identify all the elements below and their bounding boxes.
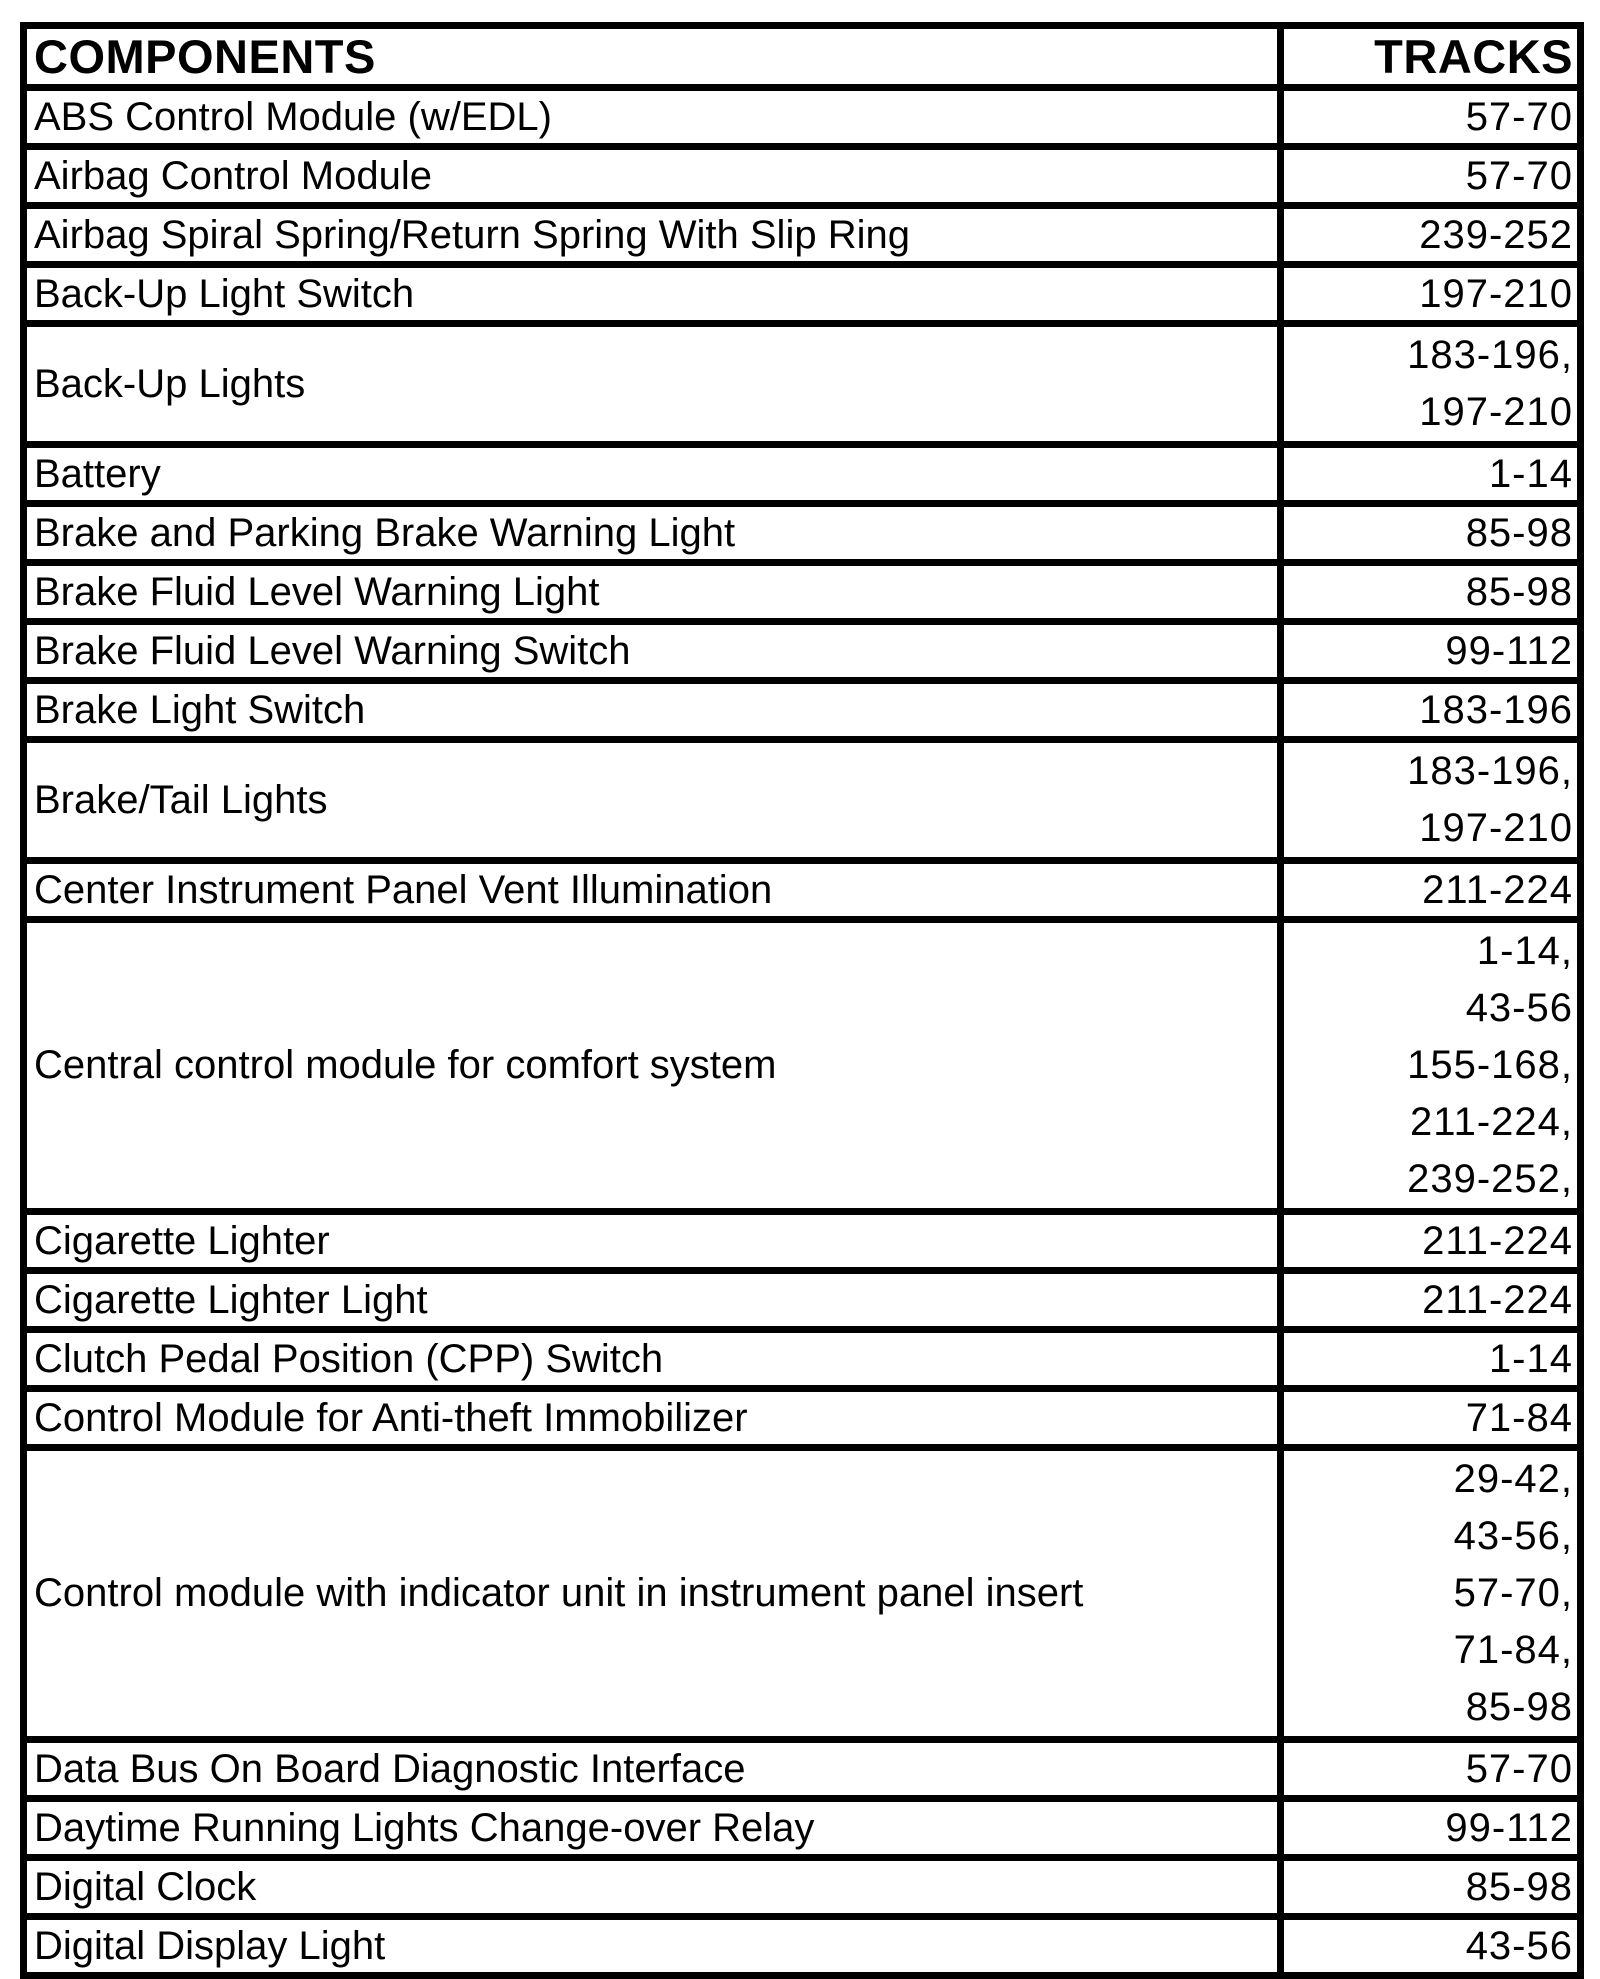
track-range: 183-196, xyxy=(1407,749,1573,793)
component-cell: Brake/Tail Lights xyxy=(24,740,1281,861)
component-cell: Brake and Parking Brake Warning Light xyxy=(24,504,1281,563)
table-row xyxy=(24,563,1581,622)
tracks-cell: 85-98 xyxy=(1281,504,1581,563)
component-cell: Control Module for Anti-theft Immobilizer xyxy=(24,1389,1281,1448)
tracks-cell: 85-98 xyxy=(1281,563,1581,622)
tracks-cell: 211-224 xyxy=(1281,861,1581,920)
component-cell: Control module with indicator unit in instrument panel insert xyxy=(24,1448,1281,1740)
table-row xyxy=(24,1212,1581,1271)
tracks-cell xyxy=(1281,324,1581,445)
component-cell: Center Instrument Panel Vent Illumination xyxy=(24,861,1281,920)
track-range: 155-168, xyxy=(1407,1043,1573,1087)
component-cell: Cigarette Lighter Light xyxy=(24,1271,1281,1330)
component-cell: Digital Display Light xyxy=(24,1917,1281,1976)
table-row xyxy=(24,1858,1581,1917)
tracks-cell: 211-224 xyxy=(1281,1212,1581,1271)
tracks-cell xyxy=(1281,920,1581,1212)
tracks-cell: 239-252 xyxy=(1281,206,1581,265)
document-page xyxy=(20,22,1584,1979)
tracks-cell: 71-84 xyxy=(1281,1389,1581,1448)
table-row xyxy=(24,445,1581,504)
components-column-header: COMPONENTS xyxy=(24,26,1281,88)
table-row xyxy=(24,920,1581,1212)
track-range: 211-224, xyxy=(1410,1100,1573,1144)
tracks-column-header: TRACKS xyxy=(1281,26,1581,88)
table-row xyxy=(24,265,1581,324)
track-range: 43-56, xyxy=(1453,1514,1573,1558)
tracks-cell: 57-70 xyxy=(1281,88,1581,147)
component-cell: Airbag Spiral Spring/Return Spring With Slip Ring xyxy=(24,206,1281,265)
components-tracks-table xyxy=(20,22,1584,1979)
tracks-cell: 99-112 xyxy=(1281,1799,1581,1858)
component-cell: Brake Fluid Level Warning Switch xyxy=(24,622,1281,681)
header-row xyxy=(24,26,1581,88)
component-cell: Back-Up Light Switch xyxy=(24,265,1281,324)
tracks-cell: 43-56 xyxy=(1281,1917,1581,1976)
component-cell: Back-Up Lights xyxy=(24,324,1281,445)
track-range: 183-196, xyxy=(1407,333,1573,377)
tracks-cell: 183-196 xyxy=(1281,681,1581,740)
component-cell: Brake Fluid Level Warning Light xyxy=(24,563,1281,622)
track-range: 57-70, xyxy=(1453,1571,1573,1615)
tracks-cell: 211-224 xyxy=(1281,1271,1581,1330)
tracks-cell: 57-70 xyxy=(1281,1740,1581,1799)
tracks-cell: 197-210 xyxy=(1281,265,1581,324)
table-row xyxy=(24,1740,1581,1799)
table-row xyxy=(24,1799,1581,1858)
component-cell: Brake Light Switch xyxy=(24,681,1281,740)
tracks-cell: 85-98 xyxy=(1281,1858,1581,1917)
component-cell: Daytime Running Lights Change-over Relay xyxy=(24,1799,1281,1858)
component-cell: Data Bus On Board Diagnostic Interface xyxy=(24,1740,1281,1799)
track-range: 71-84, xyxy=(1453,1628,1573,1672)
track-range: 43-56 xyxy=(1465,986,1573,1030)
track-range: 197-210 xyxy=(1419,806,1573,850)
table-row xyxy=(24,324,1581,445)
component-cell: Central control module for comfort system xyxy=(24,920,1281,1212)
component-cell: Airbag Control Module xyxy=(24,147,1281,206)
table-row xyxy=(24,1389,1581,1448)
component-cell: Cigarette Lighter xyxy=(24,1212,1281,1271)
tracks-cell xyxy=(1281,740,1581,861)
component-cell: Battery xyxy=(24,445,1281,504)
track-range: 239-252, xyxy=(1407,1157,1573,1201)
table-row xyxy=(24,622,1581,681)
table-body xyxy=(24,88,1581,1976)
table-row xyxy=(24,1271,1581,1330)
table-row xyxy=(24,1448,1581,1740)
component-cell: Digital Clock xyxy=(24,1858,1281,1917)
table-row xyxy=(24,1330,1581,1389)
table-row xyxy=(24,206,1581,265)
tracks-cell: 57-70 xyxy=(1281,147,1581,206)
tracks-cell: 99-112 xyxy=(1281,622,1581,681)
table-row xyxy=(24,504,1581,563)
table-row xyxy=(24,88,1581,147)
tracks-cell: 1-14 xyxy=(1281,1330,1581,1389)
track-range: 29-42, xyxy=(1453,1457,1573,1501)
table-row xyxy=(24,147,1581,206)
track-range: 1-14, xyxy=(1476,929,1573,973)
table-row xyxy=(24,740,1581,861)
tracks-cell xyxy=(1281,1448,1581,1740)
component-cell: Clutch Pedal Position (CPP) Switch xyxy=(24,1330,1281,1389)
table-row xyxy=(24,861,1581,920)
tracks-cell: 1-14 xyxy=(1281,445,1581,504)
track-range: 85-98 xyxy=(1465,1685,1573,1729)
component-cell: ABS Control Module (w/EDL) xyxy=(24,88,1281,147)
table-row xyxy=(24,1917,1581,1976)
table-row xyxy=(24,681,1581,740)
track-range: 197-210 xyxy=(1419,390,1573,434)
